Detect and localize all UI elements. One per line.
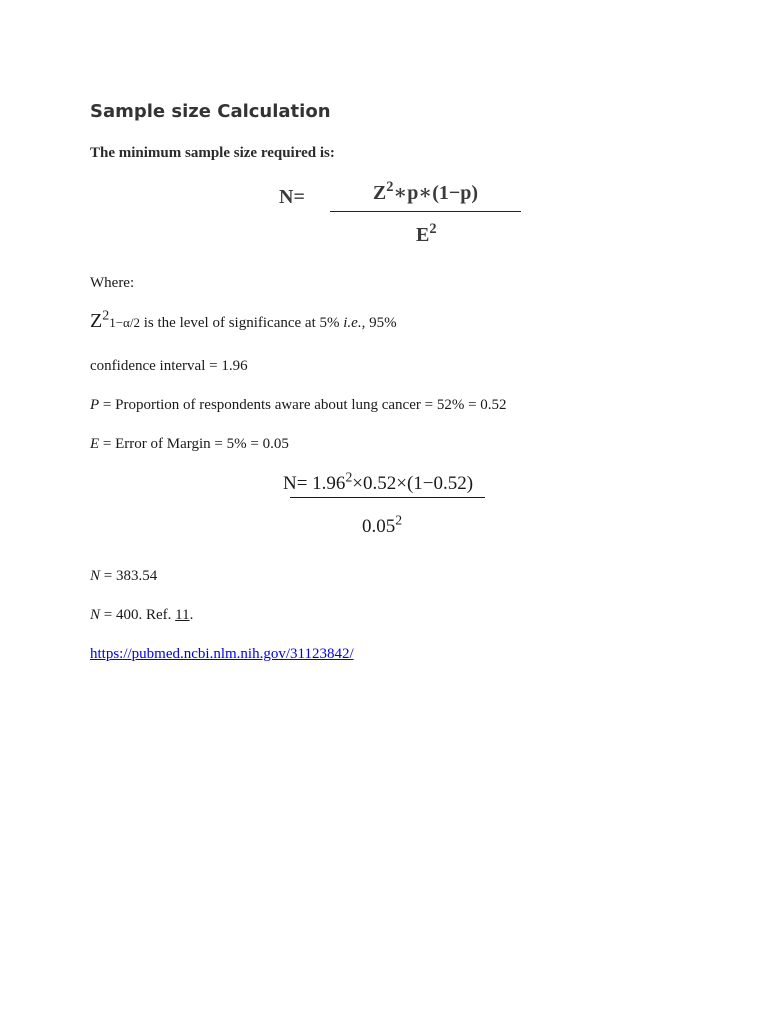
formula2-fraction-bar [290,497,485,498]
formula1-numerator: $Z^2∗p∗(1-p)$ [372,179,479,204]
result-value: N = 383.54 [90,568,158,584]
error-definition: E = Error of Margin = 5% = 0.05 [90,436,289,452]
reference-link[interactable]: 11 [175,607,190,623]
formula1-lhs: N= [279,186,305,208]
formula1-fraction-bar [330,211,521,212]
page-title: Sample size Calculation [90,101,331,122]
intro-text: The minimum sample size required is: [90,145,335,161]
proportion-definition: P = Proportion of respondents aware about lung cancer = 52% = 0.52 [90,397,507,413]
where-label: Where: [90,275,135,291]
formula1-denominator: $E^2$ [416,221,437,246]
formula2-denominator: 0.05$^2$ [362,512,403,537]
formula2-numerator: $N= 1.96^2\times 0.52\times(1-0.52)$ [283,469,474,494]
confidence-interval-text: confidence interval = 1.96 [90,358,248,374]
result-rounded: N = 400. Ref. 11. [90,607,194,623]
pubmed-link[interactable]: https://pubmed.ncbi.nlm.nih.gov/31123842/ [90,646,354,662]
z-definition: $Z^21-\alpha/2$ is the level of significance at 5% i.e., 95% [90,308,397,332]
